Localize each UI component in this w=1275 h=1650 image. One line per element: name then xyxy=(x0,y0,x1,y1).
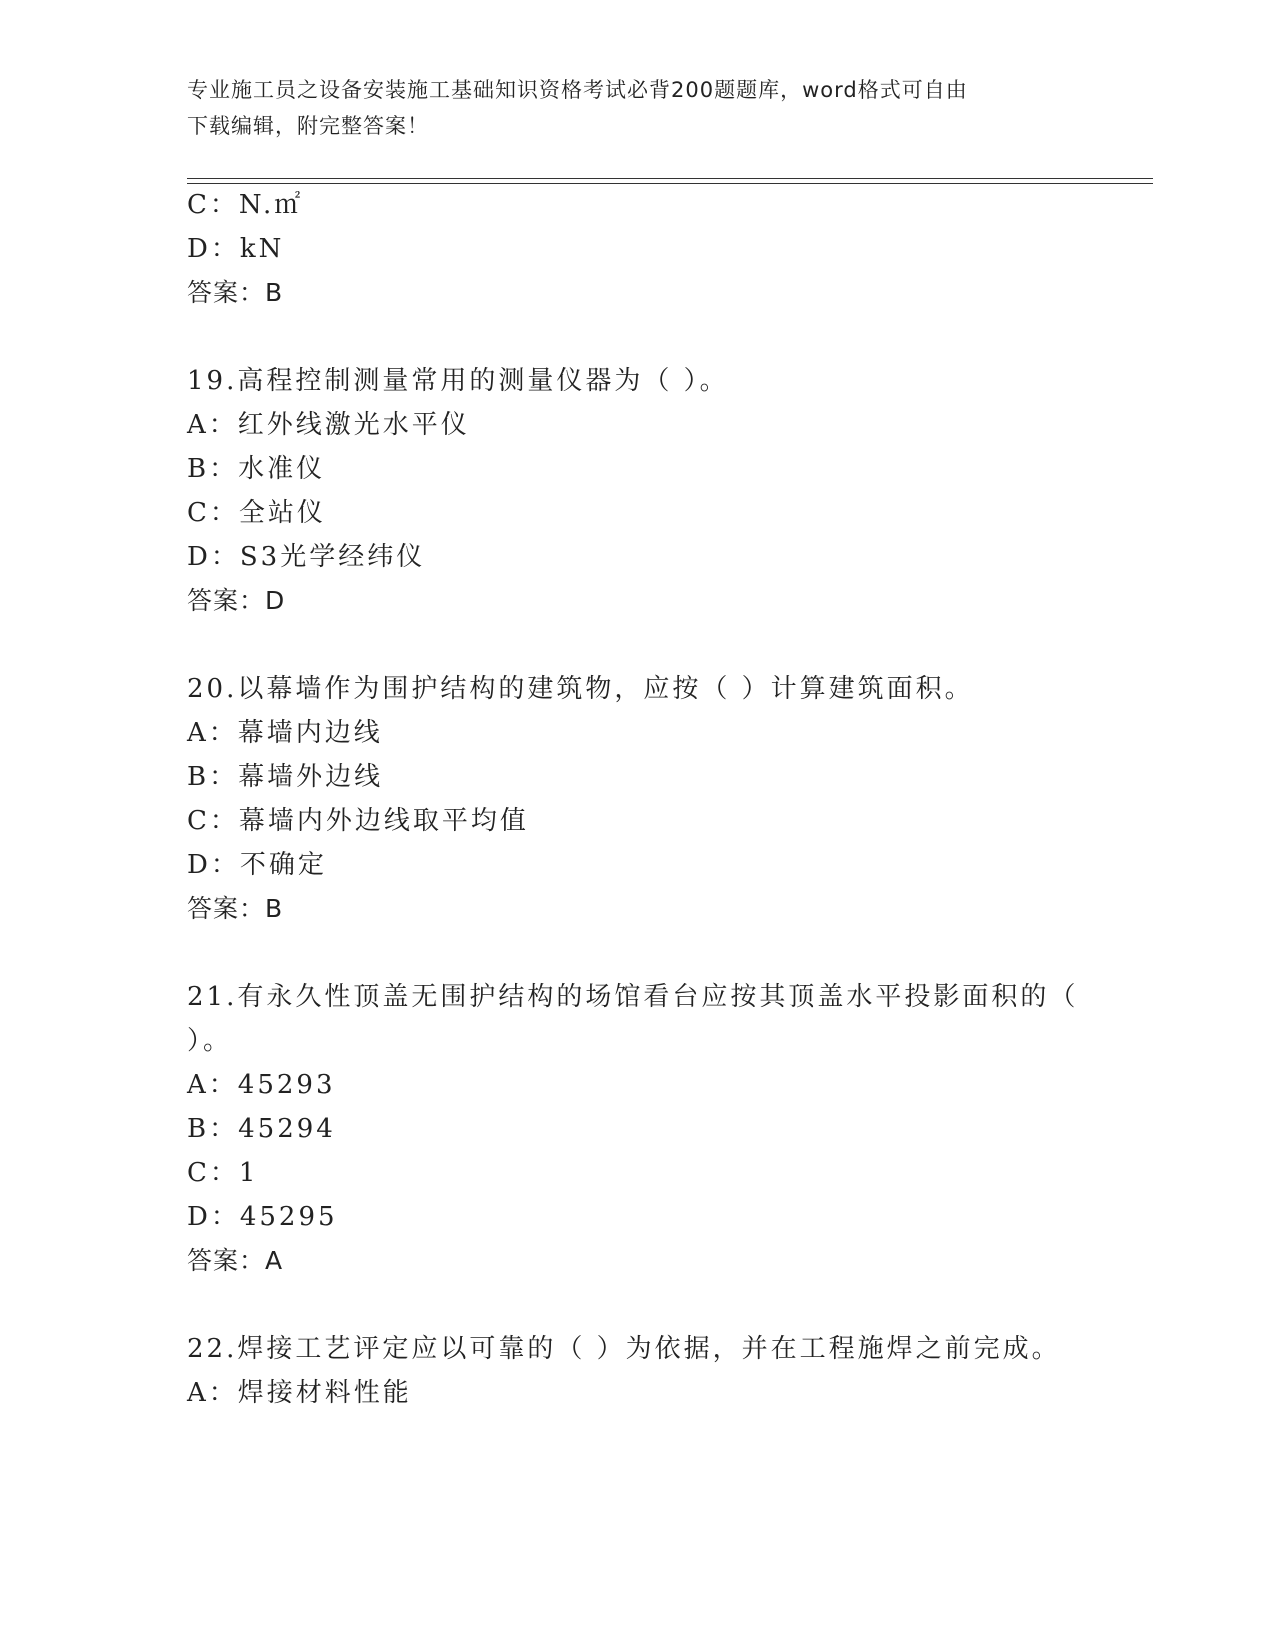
q21-question-line-1: 21.有永久性顶盖无围护结构的场馆看台应按其顶盖水平投影面积的（ xyxy=(187,982,1079,1012)
q19-option-a: A：红外线激光水平仪 xyxy=(187,410,470,440)
q19-option-d: D：S3光学经纬仪 xyxy=(187,542,426,572)
q19-option-c: C：全站仪 xyxy=(187,498,326,528)
q21-option-d: D：45295 xyxy=(187,1202,338,1232)
document-header xyxy=(187,72,1077,144)
q22-question: 22.焊接工艺评定应以可靠的（ ）为依据，并在工程施焊之前完成。 xyxy=(187,1334,1061,1364)
q19-question: 19.高程控制测量常用的测量仪器为（ ）。 xyxy=(187,366,729,396)
q21-option-b: B：45294 xyxy=(187,1114,336,1144)
q19-answer: 答案：D xyxy=(187,586,286,615)
header-divider-top xyxy=(187,178,1153,179)
q22-option-a: A：焊接材料性能 xyxy=(187,1378,412,1408)
q21-option-c: C：1 xyxy=(187,1158,259,1188)
q20-option-d: D：不确定 xyxy=(187,850,327,880)
header-title-line-1: 专业施工员之设备安装施工基础知识资格考试必背200题题库，word格式可自由 xyxy=(187,78,968,102)
header-title-line-2: 下载编辑，附完整答案！ xyxy=(187,114,429,138)
q20-option-a: A：幕墙内边线 xyxy=(187,718,383,748)
q20-option-c: C：幕墙内外边线取平均值 xyxy=(187,806,529,836)
q21-question-line-2: ）。 xyxy=(187,1026,233,1056)
q20-answer: 答案：B xyxy=(187,894,284,923)
q21-answer: 答案：A xyxy=(187,1246,284,1275)
q20-option-b: B：幕墙外边线 xyxy=(187,762,384,792)
prev-option-c: C：N.㎡ xyxy=(187,190,304,220)
header-divider-bottom xyxy=(187,183,1153,184)
prev-answer: 答案：B xyxy=(187,278,284,307)
q21-option-a: A：45293 xyxy=(187,1070,336,1100)
q19-option-b: B：水准仪 xyxy=(187,454,326,484)
prev-option-d: D：kN xyxy=(187,234,285,264)
q20-question: 20.以幕墙作为围护结构的建筑物，应按（ ）计算建筑面积。 xyxy=(187,674,974,704)
